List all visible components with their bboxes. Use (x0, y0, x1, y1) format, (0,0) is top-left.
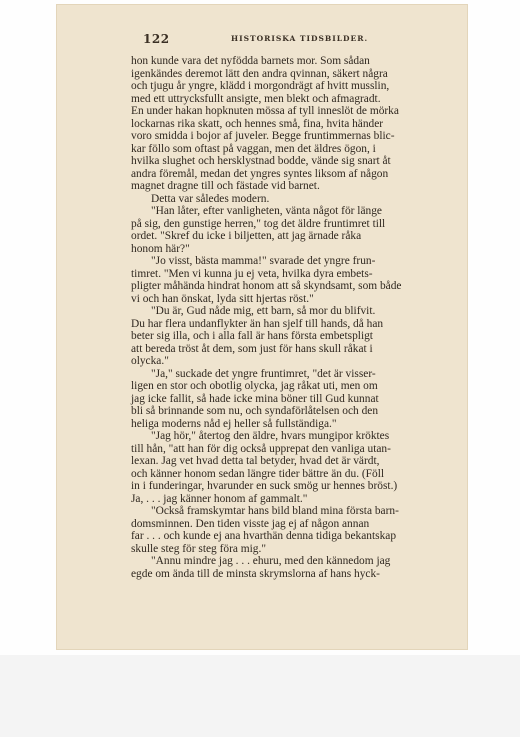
text-line: "Också framskymtar hans bild bland mina första barn- (151, 505, 399, 517)
text-line: till hån, "att han för dig också upprepat den vanliga utan- (131, 442, 391, 455)
text-line: voro smidda i bojor af juveler. Begge fruntimmernas blic- (131, 130, 395, 142)
text-line: heliga moderns nåd ej heller så fullständiga." (131, 417, 337, 430)
bottom-margin (0, 655, 520, 737)
text-line: med ett uttrycksfullt ansigte, men blekt och afmagradt. (131, 92, 381, 105)
text-line: kar föllo som oftast på vaggan, men det äldres ögon, i (131, 142, 376, 155)
text-line: olycka." (131, 355, 169, 367)
text-line: timret. "Men vi kunna ju ej veta, hvilka dyra embets- (131, 267, 373, 280)
text-line: hvilka slughet och hersklystnad bodde, vände sig snart åt (131, 155, 391, 167)
text-line: "Jag hör," återtog den äldre, hvars mungipor kröktes (151, 430, 390, 442)
page-header (143, 32, 443, 48)
text-line: Du har flera undanflykter än han sjelf till hands, då han (131, 317, 384, 330)
text-line: Ja, . . . jag känner honom af gammalt." (131, 492, 308, 505)
page-number: 122 (143, 32, 170, 46)
text-line: att bereda tröst åt dem, som just för hans skull råkat i (131, 342, 373, 355)
text-line: på sig, den gunstige herren," tog det äldre fruntimret till (131, 217, 386, 230)
text-line: hon kunde vara det nyfödda barnets mor. Som sådan (131, 55, 370, 67)
text-line: far . . . och kunde ej ana hvarthän denna tidiga bekantskap (131, 530, 397, 542)
text-line: "Du är, Gud nåde mig, ett barn, så mor du blifvit. (151, 305, 376, 317)
text-line: vi och han önskat, lyda sitt hjertas röst." (131, 292, 314, 305)
text-line: "Han låter, efter vanligheten, vänta något för länge (151, 205, 382, 217)
text-line: egde om ända till de minsta skrymslorna af hans hyck- (131, 567, 380, 580)
text-line: och tjugu år yngre, klädd i morgondrägt af hvitt musslin, (131, 80, 390, 92)
text-line: jag icke fallit, så hade icke mina böner till Gud kunnat (131, 392, 379, 405)
text-line: beter sig illa, och i alla fall är hans första embetspligt (131, 330, 373, 342)
text-line: "Annu mindre jag . . . ehuru, med den kännedom jag (151, 555, 391, 567)
text-line: igenkändes deremot lätt den andra qvinnan, säkert några (131, 67, 388, 80)
text-line: lockarnas rika skatt, och hennes små, fina, hvita händer (131, 117, 384, 130)
text-line: andra föremål, medan det yngres syntes liksom af någon (131, 167, 389, 180)
text-line: ligen en stor och obotlig olycka, jag råkat uti, men om (131, 380, 378, 392)
text-line: lexan. Jag vet hvad detta tal betyder, hvad det är värdt, (131, 455, 380, 467)
body-text (131, 55, 439, 580)
text-line: "Jo visst, bästa mamma!" svarade det yngre frun- (151, 255, 376, 267)
text-line: in i funderingar, hvarunder en suck smög ur hennes bröst.) (131, 480, 398, 492)
running-head: HISTORISKA TIDSBILDER. (231, 34, 369, 43)
text-line: skulle steg för steg föra mig." (131, 542, 266, 555)
text-line: magnet dragne till och fästade vid barnet. (131, 180, 320, 192)
text-line: Detta var således modern. (151, 192, 270, 205)
text-line: domsminnen. Den tiden visste jag ej af någon annan (131, 517, 370, 530)
text-line: pligter måhända hindrat honom att så skyndsamt, som både (131, 280, 402, 292)
text-line: ordet. "Skref du icke i biljetten, att jag ärnade råka (131, 230, 362, 242)
text-line: och känner honom sedan längre tider bättre än du. (Föll (131, 467, 385, 480)
text-line: "Ja," suckade det yngre fruntimret, "det är visser- (151, 367, 376, 380)
text-line: honom här?" (131, 242, 190, 255)
text-line: bli så brinnande som nu, och syndaförlåtelsen och den (131, 405, 379, 417)
text-line: En under hakan hopknuten mössa af tyll inneslöt de mörka (131, 105, 399, 117)
